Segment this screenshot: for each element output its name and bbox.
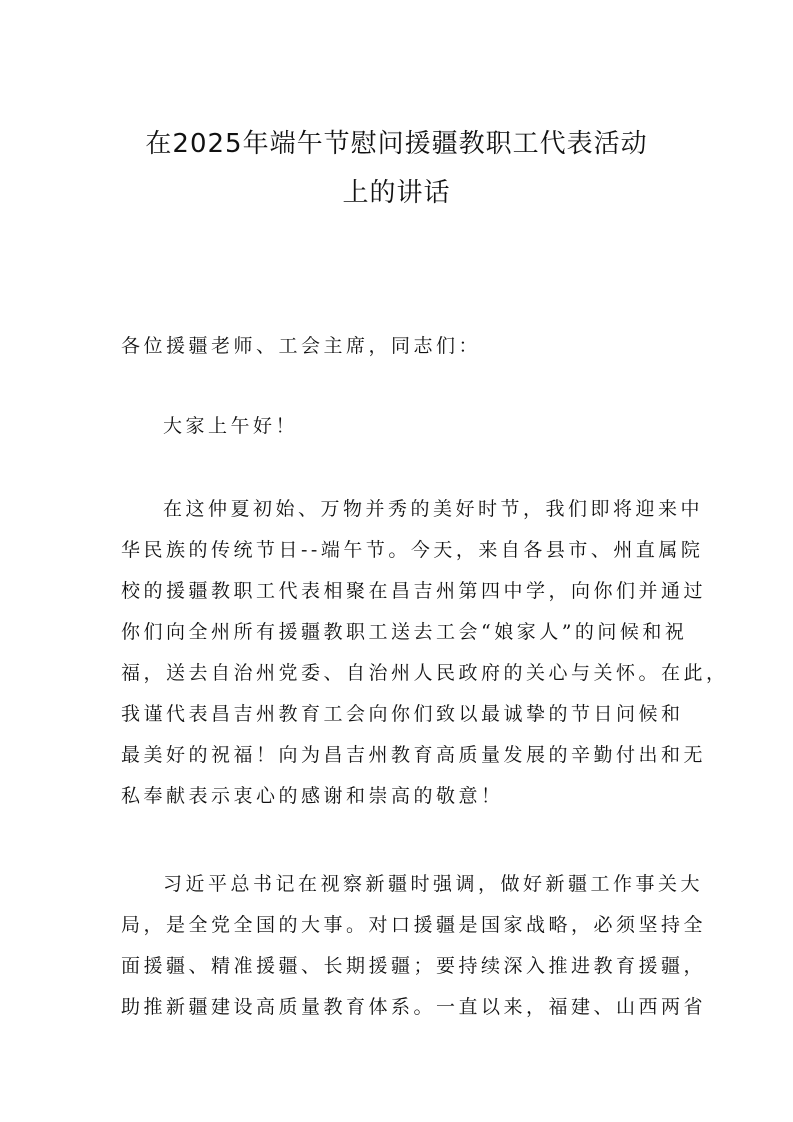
salutation: 各位援疆老师、工会主席，同志们： — [121, 335, 482, 357]
paragraph-1-line-5: 福，送去自治州党委、自治州人民政府的关心与关怀。在此， — [121, 662, 729, 684]
paragraph-2-line-4: 助推新疆建设高质量教育体系。一直以来，福建、山西两省 — [121, 996, 707, 1018]
paragraph-1-line-3: 校的援疆教职工代表相聚在昌吉州第四中学，向你们并通过 — [121, 580, 707, 602]
paragraph-2-line-2: 局，是全党全国的大事。对口援疆是国家战略，必须坚持全 — [121, 914, 707, 936]
document-title-line-2: 上的讲话 — [342, 178, 451, 208]
greeting: 大家上午好！ — [163, 415, 299, 437]
paragraph-1-line-7: 最美好的祝福！向为昌吉州教育高质量发展的辛勤付出和无 — [121, 744, 707, 766]
paragraph-2-line-1: 习近平总书记在视察新疆时强调，做好新疆工作事关大 — [163, 873, 704, 895]
paragraph-1-line-8: 私奉献表示衷心的感谢和崇高的敬意！ — [121, 785, 504, 807]
paragraph-2-line-3: 面援疆、精准援疆、长期援疆；要持续深入推进教育援疆， — [121, 955, 707, 977]
paragraph-1-line-6: 我谨代表昌吉州教育工会向你们致以最诚挚的节日问候和 — [121, 703, 684, 725]
paragraph-1-line-1: 在这仲夏初始、万物并秀的美好时节，我们即将迎来中 — [163, 498, 704, 520]
paragraph-1-line-4: 你们向全州所有援疆教职工送去工会“娘家人”的问候和祝 — [121, 621, 688, 643]
document-title-line-1: 在2025年端午节慰问援疆教职工代表活动 — [145, 129, 648, 159]
paragraph-1-line-2: 华民族的传统节日--端午节。今天，来自各县市、州直属院 — [121, 539, 704, 561]
